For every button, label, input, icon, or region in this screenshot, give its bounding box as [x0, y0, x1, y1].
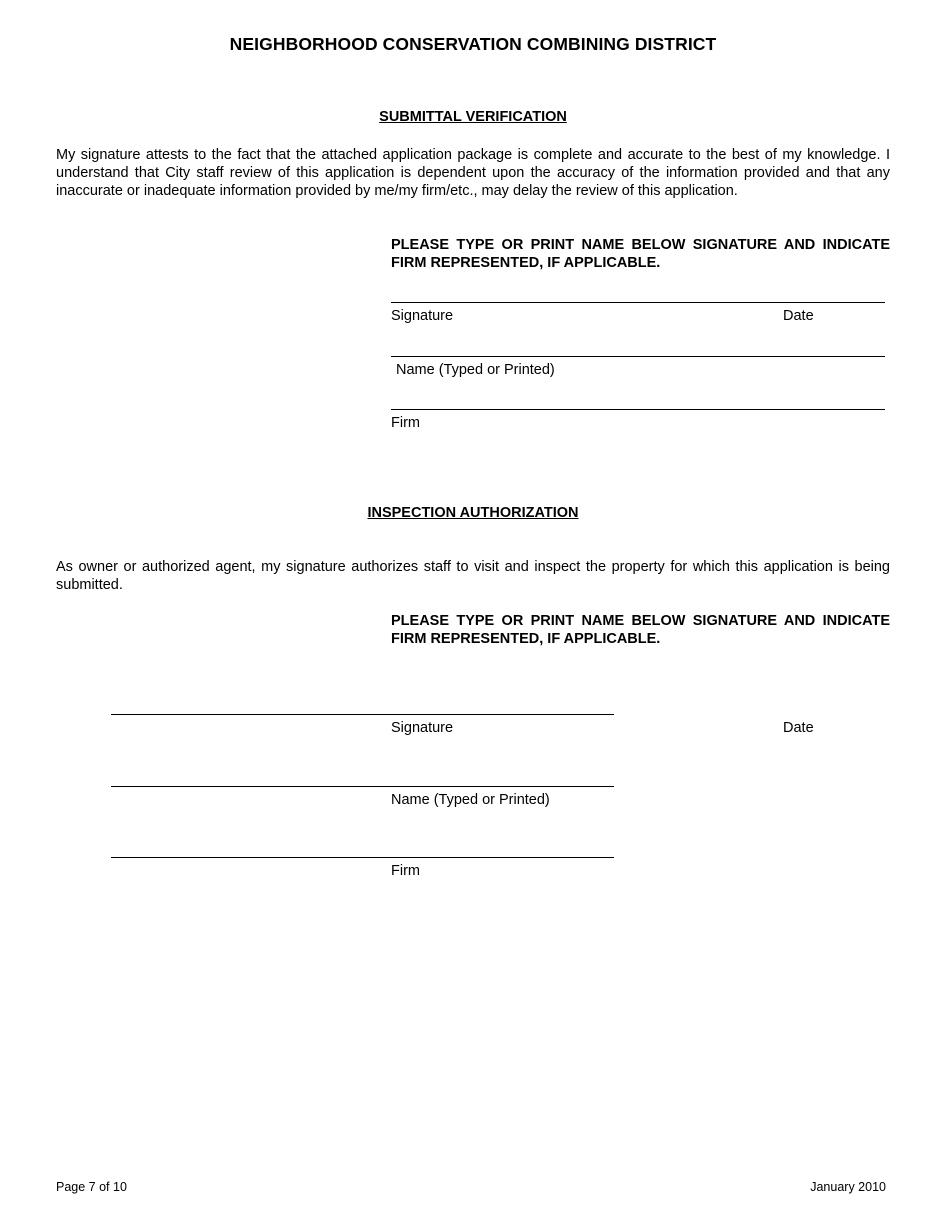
inspection-name-line[interactable] — [111, 786, 614, 787]
submittal-date-label: Date — [783, 308, 814, 324]
submittal-signature-line[interactable] — [391, 302, 885, 303]
page-title: NEIGHBORHOOD CONSERVATION COMBINING DISTRICT — [229, 34, 717, 54]
footer-page-number: Page 7 of 10 — [56, 1180, 127, 1194]
inspection-signature-label: Signature — [391, 720, 454, 736]
inspection-firm-line[interactable] — [111, 857, 614, 858]
inspection-firm-label: Firm — [391, 863, 420, 879]
inspection-name-label: Name (Typed or Printed) — [391, 792, 550, 808]
inspection-authorization-paragraph: As owner or authorized agent, my signature authorizes staff to visit and inspect the property for which this application is being submitted. — [56, 559, 890, 593]
submittal-signature-label: Signature — [391, 308, 454, 324]
submittal-name-label: Name (Typed or Printed) — [396, 362, 555, 378]
submittal-name-line[interactable] — [391, 356, 885, 357]
inspection-signature-line[interactable] — [111, 714, 614, 715]
inspection-instruction: PLEASE TYPE OR PRINT NAME BELOW SIGNATURE AND INDICATE FIRM REPRESENTED, IF APPLICABLE. — [391, 613, 890, 647]
submittal-verification-heading: SUBMITTAL VERIFICATION — [379, 109, 567, 125]
submittal-firm-line[interactable] — [391, 409, 885, 410]
inspection-date-label: Date — [783, 720, 814, 736]
submittal-instruction: PLEASE TYPE OR PRINT NAME BELOW SIGNATURE AND INDICATE FIRM REPRESENTED, IF APPLICABLE. — [391, 237, 890, 271]
submittal-firm-label: Firm — [391, 415, 420, 431]
submittal-verification-paragraph: My signature attests to the fact that the attached application package is complete and accurate to the best of my knowledge. I understand that City staff review of this application is dependent upon the accuracy of the information provided and that any inaccurate or inadequate information provided by me/my firm/etc., may delay the review of this application. — [56, 147, 890, 199]
inspection-authorization-heading: INSPECTION AUTHORIZATION — [367, 505, 579, 521]
footer-date: January 2010 — [810, 1180, 886, 1194]
